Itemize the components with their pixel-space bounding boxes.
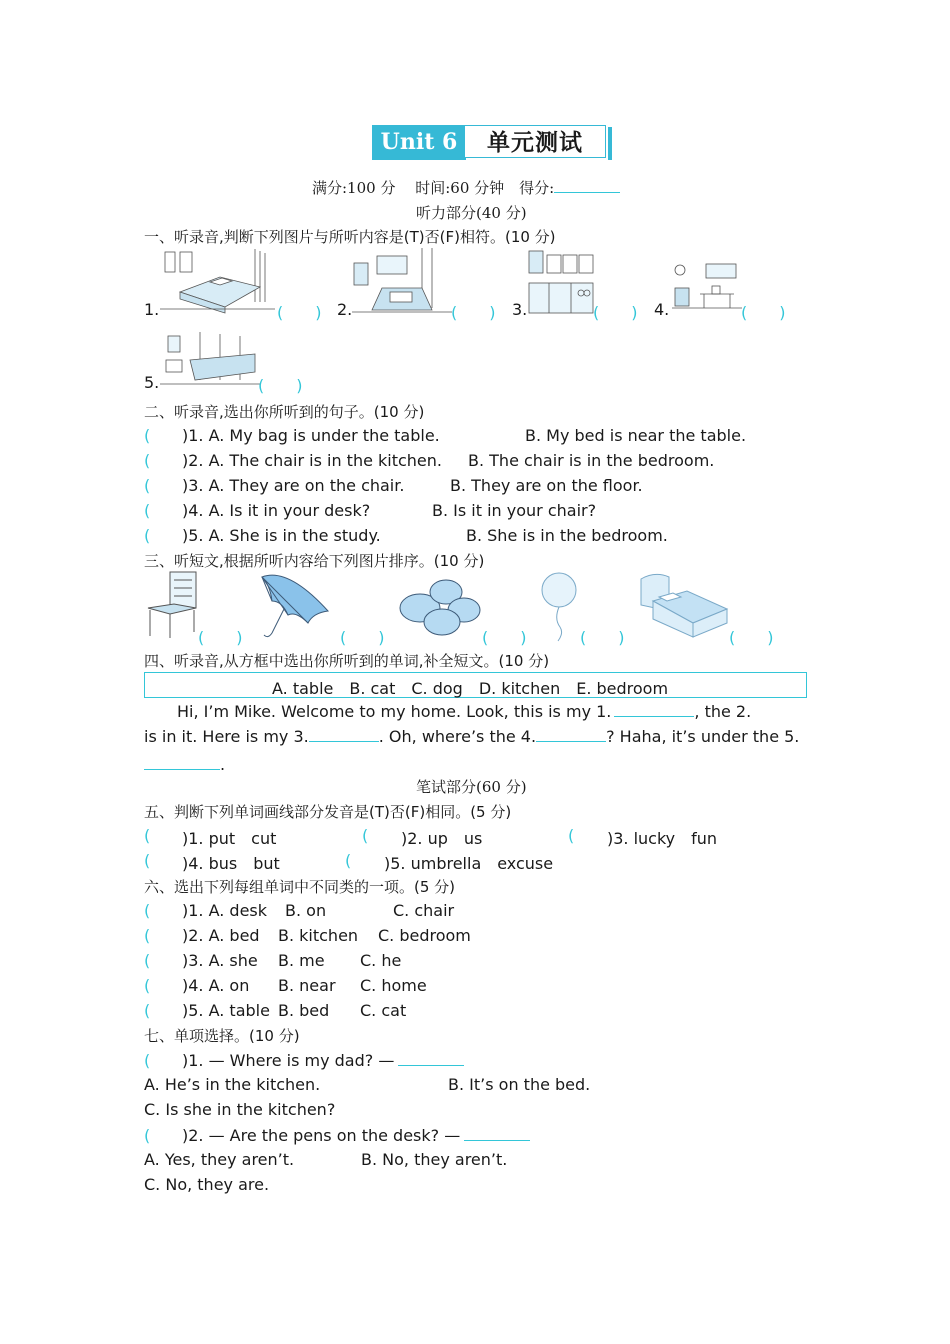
s3-answer3[interactable]: ( )	[482, 628, 527, 647]
s7-q1-b: B. It’s on the bed.	[448, 1075, 591, 1094]
s6-paren5[interactable]: (	[144, 1001, 151, 1020]
s1-item2-num: 2.	[337, 300, 353, 319]
passage-line2-a: is in it. Here is my 3.	[144, 727, 309, 746]
s6-q4-c: C. home	[360, 976, 427, 995]
s6-q1-a: )1. A. desk	[182, 901, 268, 920]
s1-item4-num: 4.	[654, 300, 670, 319]
bed-picture	[637, 571, 729, 641]
blank-3[interactable]	[309, 740, 379, 742]
passage-line2-b: . Oh, where’s the 4.	[378, 727, 537, 746]
s5-paren2[interactable]: (	[362, 826, 369, 845]
s5-q4: )4. bus but	[182, 854, 280, 873]
s2-paren4[interactable]: (	[144, 501, 151, 520]
passage-line2	[144, 727, 799, 746]
test-title: 单元测试	[465, 125, 606, 158]
chair-picture	[144, 570, 200, 640]
s6-q2-a: )2. A. bed	[182, 926, 260, 945]
s6-q1-c: C. chair	[393, 901, 455, 920]
kitchen-picture	[527, 249, 595, 317]
living-room-picture	[352, 248, 452, 316]
score-info-text: 满分:100 分 时间:60 分钟 得分:	[312, 179, 555, 197]
balloon-picture	[538, 571, 580, 643]
bathroom-picture	[160, 330, 260, 388]
eggs-picture	[398, 576, 484, 638]
dining-room-picture	[672, 260, 742, 312]
word-options: A. table B. cat C. dog D. kitchen E. bedroom	[272, 679, 669, 698]
s6-q3-c: C. he	[360, 951, 402, 970]
s1-answer4[interactable]: ( )	[741, 303, 786, 322]
s1-item3-num: 3.	[512, 300, 528, 319]
s2-q2-b: B. The chair is in the bedroom.	[468, 451, 715, 470]
s6-q5-b: B. bed	[278, 1001, 330, 1020]
s2-q5-b: B. She is in the bedroom.	[466, 526, 668, 545]
s2-q3-a: )3. A. They are on the chair.	[182, 476, 405, 495]
bedroom-picture	[160, 247, 275, 317]
section3-title: 三、听短文,根据所听内容给下列图片排序。(10 分)	[144, 552, 485, 570]
s6-q3-a: )3. A. she	[182, 951, 258, 970]
passage-line3-end: .	[220, 755, 226, 774]
passage-line1	[177, 702, 751, 721]
score-blank[interactable]	[554, 191, 620, 193]
s2-paren5[interactable]: (	[144, 526, 151, 545]
section2-title: 二、听录音,选出你所听到的句子。(10 分)	[144, 403, 425, 421]
s1-answer1[interactable]: ( )	[277, 303, 322, 322]
section6-title: 六、选出下列每组单词中不同类的一项。(5 分)	[144, 878, 456, 896]
s7-q1-text: )1. — Where is my dad? —	[182, 1051, 395, 1070]
s2-q4-b: B. Is it in your chair?	[432, 501, 597, 520]
banner-shadow	[608, 127, 612, 160]
s7-q2-text: )2. — Are the pens on the desk? —	[182, 1126, 461, 1145]
s6-q2-c: C. bedroom	[378, 926, 471, 945]
s2-paren3[interactable]: (	[144, 476, 151, 495]
section5-title: 五、判断下列单词画线部分发音是(T)否(F)相同。(5 分)	[144, 803, 512, 821]
s6-q4-a: )4. A. on	[182, 976, 250, 995]
s5-paren3[interactable]: (	[568, 826, 575, 845]
unit-title-banner	[372, 125, 612, 160]
s6-q1-b: B. on	[285, 901, 327, 920]
passage-line1-a: Hi, I’m Mike. Welcome to my home. Look, this is my 1.	[177, 702, 612, 721]
umbrella-picture	[258, 571, 338, 641]
unit-label: Unit 6	[372, 125, 466, 160]
s7-q2-b: B. No, they aren’t.	[361, 1150, 508, 1169]
passage-line1-b: , the 2.	[694, 702, 752, 721]
score-info	[312, 177, 620, 198]
s1-answer2[interactable]: ( )	[451, 303, 496, 322]
s5-paren4[interactable]: (	[144, 851, 151, 870]
s5-q2: )2. up us	[401, 829, 483, 848]
s2-q1-b: B. My bed is near the table.	[525, 426, 747, 445]
s3-answer5[interactable]: ( )	[729, 628, 774, 647]
s1-answer3[interactable]: ( )	[593, 303, 638, 322]
s7-q1-blank[interactable]	[398, 1064, 464, 1066]
s6-q5-a: )5. A. table	[182, 1001, 270, 1020]
listening-header: 听力部分(40 分)	[416, 204, 527, 222]
s7-q2-blank[interactable]	[464, 1139, 530, 1141]
s5-q1: )1. put cut	[182, 829, 277, 848]
section1-title: 一、听录音,判断下列图片与所听内容是(T)否(F)相符。(10 分)	[144, 228, 556, 246]
s1-item5-num: 5.	[144, 373, 160, 392]
s6-q2-b: B. kitchen	[278, 926, 359, 945]
s7-q2-c: C. No, they are.	[144, 1175, 270, 1194]
blank-1[interactable]	[614, 715, 694, 717]
s3-answer4[interactable]: ( )	[580, 628, 625, 647]
s6-paren1[interactable]: (	[144, 901, 151, 920]
passage-line2-c: ? Haha, it’s under the 5.	[606, 727, 800, 746]
s6-q4-b: B. near	[278, 976, 336, 995]
s6-q3-b: B. me	[278, 951, 325, 970]
passage-line3	[144, 755, 225, 774]
s1-item1-num: 1.	[144, 300, 160, 319]
s2-paren1[interactable]: (	[144, 426, 151, 445]
s2-paren2[interactable]: (	[144, 451, 151, 470]
s7-paren2[interactable]: (	[144, 1126, 151, 1145]
section4-title: 四、听录音,从方框中选出你所听到的单词,补全短文。(10 分)	[144, 652, 550, 670]
s3-answer1[interactable]: ( )	[198, 628, 243, 647]
blank-5[interactable]	[144, 768, 220, 770]
blank-4[interactable]	[536, 740, 606, 742]
s5-q3: )3. lucky fun	[607, 829, 718, 848]
s2-q5-a: )5. A. She is in the study.	[182, 526, 381, 545]
s6-paren2[interactable]: (	[144, 926, 151, 945]
s2-q4-a: )4. A. Is it in your desk?	[182, 501, 371, 520]
s2-q2-a: )2. A. The chair is in the kitchen.	[182, 451, 442, 470]
writing-header: 笔试部分(60 分)	[416, 778, 527, 796]
s5-paren1[interactable]: (	[144, 826, 151, 845]
section7-title: 七、单项选择。(10 分)	[144, 1027, 300, 1045]
s6-q5-c: C. cat	[360, 1001, 407, 1020]
s7-q1-a: A. He’s in the kitchen.	[144, 1075, 321, 1094]
s7-paren1[interactable]: (	[144, 1051, 151, 1070]
s7-q2	[182, 1126, 530, 1145]
s6-paren3[interactable]: (	[144, 951, 151, 970]
s1-answer5[interactable]: ( )	[258, 376, 303, 395]
s5-q5: )5. umbrella excuse	[384, 854, 554, 873]
s7-q1-c: C. Is she in the kitchen?	[144, 1100, 336, 1119]
s7-q1	[182, 1051, 464, 1070]
s2-q3-b: B. They are on the floor.	[450, 476, 643, 495]
s6-paren4[interactable]: (	[144, 976, 151, 995]
s3-answer2[interactable]: ( )	[340, 628, 385, 647]
s7-q2-a: A. Yes, they aren’t.	[144, 1150, 295, 1169]
s2-q1-a: )1. A. My bag is under the table.	[182, 426, 440, 445]
s5-paren5[interactable]: (	[345, 851, 352, 870]
